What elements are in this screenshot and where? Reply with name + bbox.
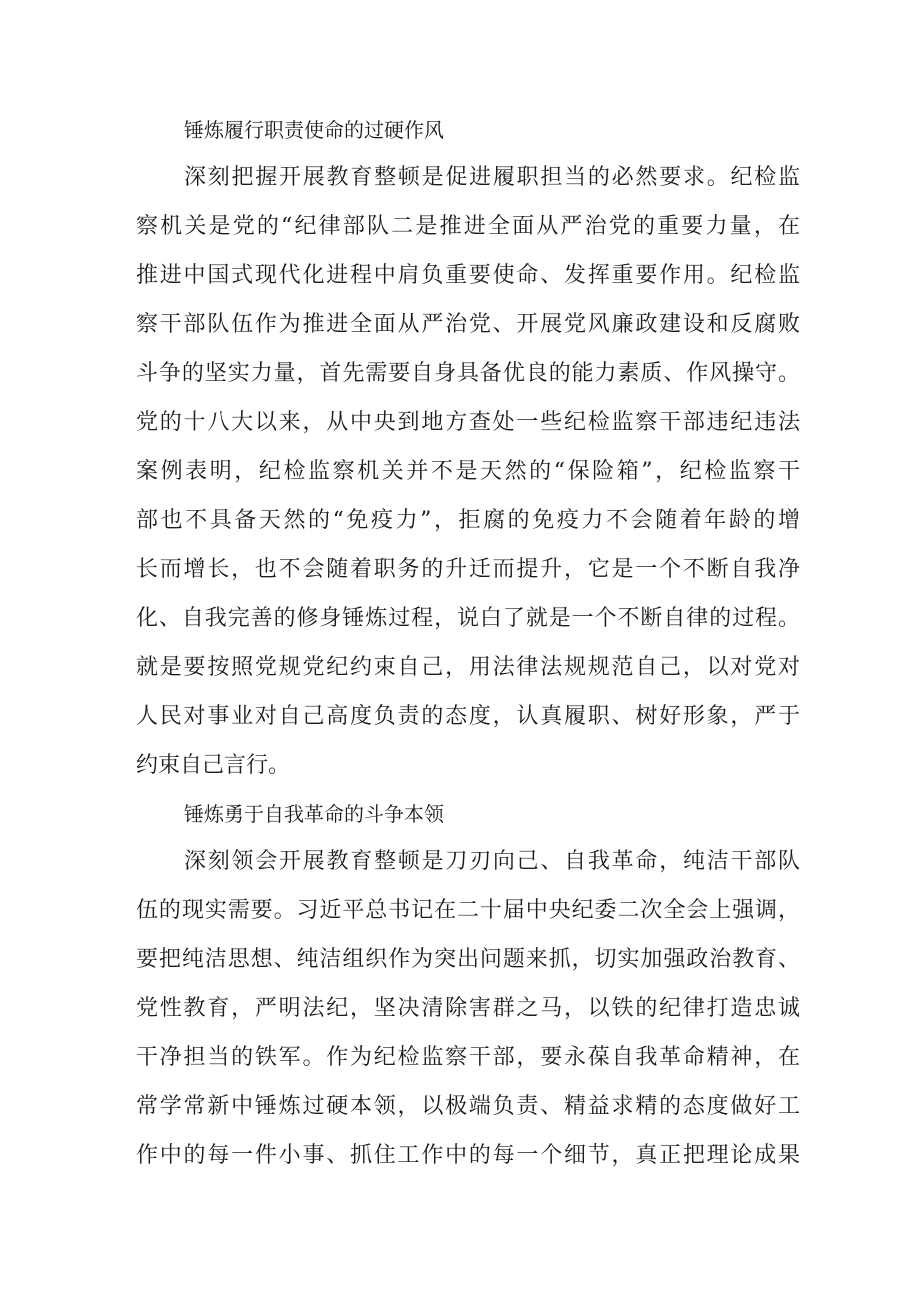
paragraph-line: 察机关是党的“纪律部队二是推进全面从严治党的重要力量，在 bbox=[136, 214, 800, 239]
paragraph-line: 深刻把握开展教育整顿是促进履职担当的必然要求。纪检监 bbox=[184, 165, 800, 190]
paragraph-line: 就是要按照党规党纪约束自己，用法律法规规范自己，以对党对 bbox=[136, 655, 800, 680]
paragraph-line: 案例表明，纪检监察机关并不是天然的“保险箱”，纪检监察干 bbox=[136, 459, 800, 484]
paragraph-line: 长而增长，也不会随着职务的升迁而提升，它是一个不断自我净 bbox=[136, 557, 800, 582]
paragraph-line: 斗争的坚实力量，首先需要自身具备优良的能力素质、作风操守。 bbox=[136, 361, 800, 386]
paragraph-line: 常学常新中锤炼过硬本领，以极端负责、精益求精的态度做好工 bbox=[136, 1094, 800, 1119]
paragraph-line: 察干部队伍作为推进全面从严治党、开展党风廉政建设和反腐败 bbox=[136, 312, 800, 337]
paragraph-line: 党性教育，严明法纪，坚决清除害群之马，以铁的纪律打造忠诚 bbox=[136, 996, 800, 1021]
paragraph-line: 党的十八大以来，从中央到地方查处一些纪检监察干部违纪违法 bbox=[136, 410, 800, 435]
paragraph-line: 人民对事业对自己高度负责的态度，认真履职、树好形象，严于 bbox=[136, 704, 800, 729]
paragraph-line: 伍的现实需要。习近平总书记在二十届中央纪委二次全会上强调， bbox=[136, 898, 800, 923]
paragraph-line: 约束自己言行。 bbox=[136, 753, 291, 778]
paragraph-line: 作中的每一件小事、抓住工作中的每一个细节，真正把理论成果 bbox=[136, 1143, 800, 1168]
section-heading-2: 锤炼勇于自我革命的斗争本领 bbox=[184, 802, 444, 826]
paragraph-line: 推进中国式现代化进程中肩负重要使命、发挥重要作用。纪检监 bbox=[136, 263, 800, 288]
paragraph-line: 化、自我完善的修身锤炼过程，说白了就是一个不断自律的过程。 bbox=[136, 606, 800, 631]
section-heading-1: 锤炼履行职责使命的过硬作风 bbox=[184, 118, 444, 142]
paragraph-line: 部也不具备天然的“免疫力”，拒腐的免疫力不会随着年龄的增 bbox=[136, 508, 800, 533]
paragraph-line: 干净担当的铁军。作为纪检监察干部，要永葆自我革命精神，在 bbox=[136, 1045, 800, 1070]
paragraph-line: 要把纯洁思想、纯洁组织作为突出问题来抓，切实加强政治教育、 bbox=[136, 947, 800, 972]
paragraph-line: 深刻领会开展教育整顿是刀刃向己、自我革命，纯洁干部队 bbox=[184, 849, 800, 874]
